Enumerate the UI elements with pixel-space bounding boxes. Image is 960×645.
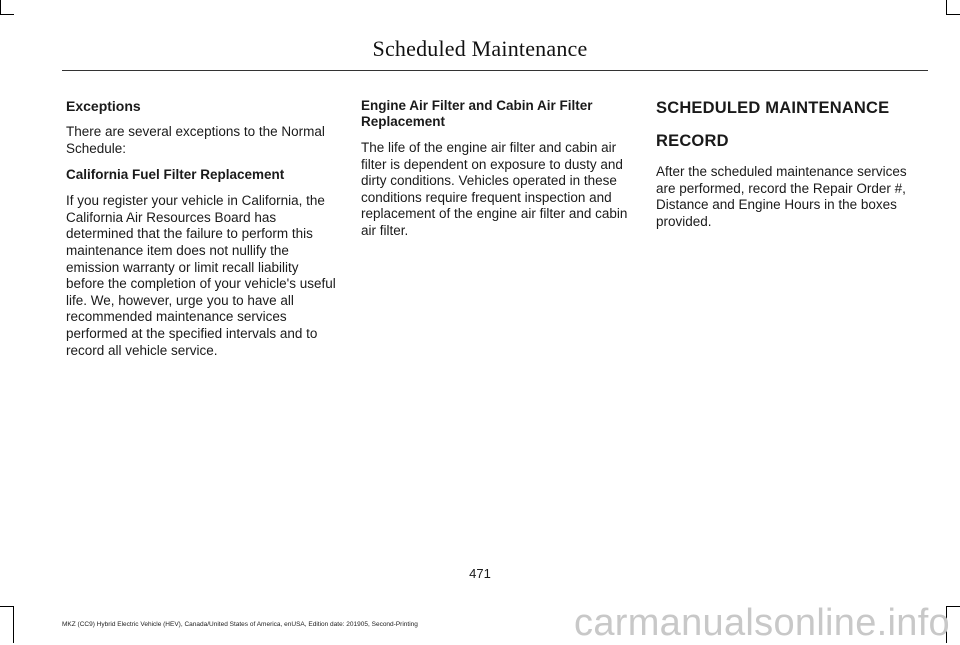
crop-mark bbox=[13, 606, 14, 643]
fuel-filter-body: If you register your vehicle in California, the California Air Resources Board has determined that the failure to perform this maintenance item does not nullify the emission warranty or limit recall liability before the completion of your vehicle's useful life. We, however, urge you to have all recommended maintenance services performed at the specified intervals and to record all vehicle service. bbox=[66, 193, 336, 358]
page-title: Scheduled Maintenance bbox=[372, 36, 588, 61]
column-exceptions bbox=[66, 98, 336, 369]
column-maintenance-record bbox=[656, 98, 926, 240]
record-heading-line2: RECORD bbox=[656, 132, 729, 150]
crop-mark bbox=[0, 0, 1, 14]
watermark-text: carmanualsonline.info bbox=[574, 602, 950, 644]
edition-footer: MKZ (CC9) Hybrid Electric Vehicle (HEV), Canada/United States of America, enUSA, Edition date: 201905, Second-Printing bbox=[62, 621, 418, 628]
air-filter-heading: Engine Air Filter and Cabin Air Filter Replacement bbox=[361, 98, 593, 129]
exceptions-heading: Exceptions bbox=[66, 98, 141, 114]
exceptions-intro: There are several exceptions to the Normal Schedule: bbox=[66, 124, 325, 156]
record-body: After the scheduled maintenance services are performed, record the Repair Order #, Distance and Engine Hours in the boxes provided. bbox=[656, 164, 907, 229]
air-filter-body: The life of the engine air filter and cabin air filter is dependent on exposure to dusty and dirty conditions. Vehicles operated in these conditions require frequent inspection and replacement of the engine air filter and cabin air filter. bbox=[361, 140, 628, 238]
crop-mark bbox=[0, 606, 14, 607]
record-heading-line1: SCHEDULED MAINTENANCE bbox=[656, 99, 890, 117]
fuel-filter-heading: California Fuel Filter Replacement bbox=[66, 167, 285, 183]
header-divider bbox=[62, 70, 928, 71]
page-number: 471 bbox=[469, 566, 491, 581]
column-air-filter bbox=[361, 98, 631, 250]
crop-mark bbox=[946, 14, 960, 15]
crop-mark bbox=[0, 14, 14, 15]
crop-mark bbox=[946, 0, 947, 14]
